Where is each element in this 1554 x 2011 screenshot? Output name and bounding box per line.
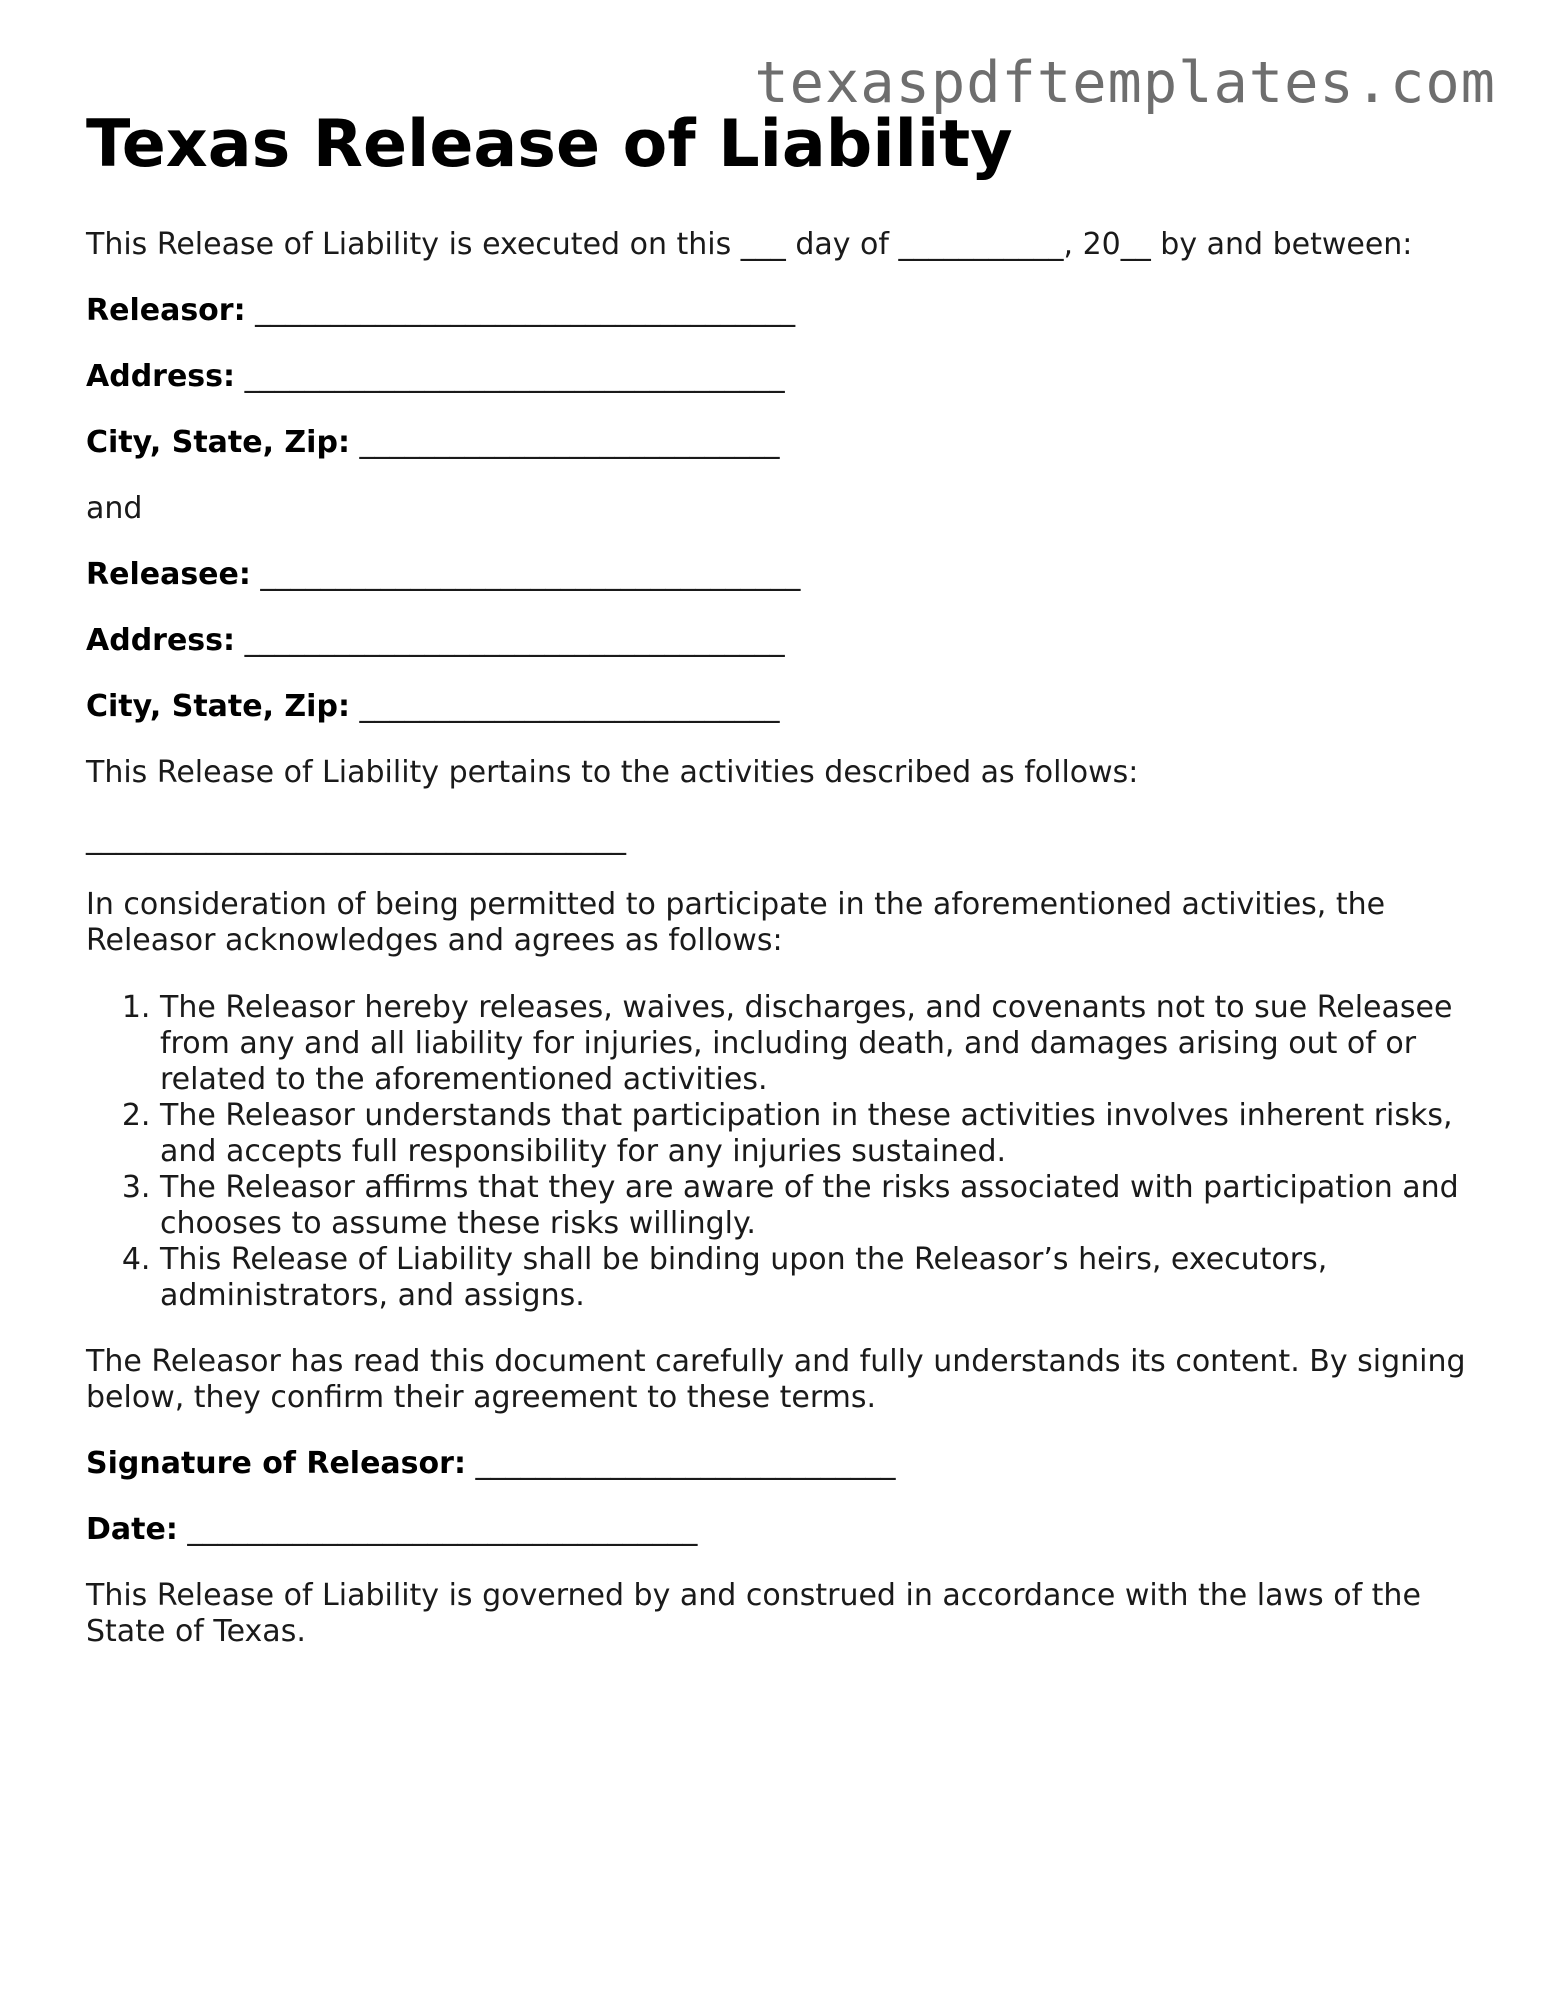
date-field [86,1512,1486,1548]
releasee-name-field [86,557,1486,593]
releasor-name-blank: ____________________________________ [255,293,796,328]
signature-blank: ____________________________ [475,1446,896,1481]
releasor-address-label: Address: [86,359,236,394]
date-blank: __________________________________ [187,1512,698,1547]
and-text: and [86,491,143,526]
document-title: Texas Release of Liability [86,107,1013,182]
term-item: 2. The Releasor understands that participation in these activities involves inherent risks, and accepts full responsibility for any injuries sustained. [160,1098,1486,1170]
date-label: Date: [86,1512,178,1547]
signature-field [86,1446,1486,1482]
activities-blank: ____________________________________ [86,821,626,856]
terms-list [86,990,1486,1314]
releasee-address-blank: ____________________________________ [244,623,785,658]
releasor-name-field [86,293,1486,329]
releasee-name-blank: ____________________________________ [260,557,801,592]
term-item: 1. The Releasor hereby releases, waives, discharges, and covenants not to sue Releasee from any and all liability for injuries, including death, and damages arising out of or related to the aforementioned activities. [160,990,1486,1098]
releasee-city-blank: ____________________________ [359,689,780,724]
acknowledgement-text: The Releasor has read this document carefully and fully understands its content. By signing below, they confirm their agreement to these terms. [86,1344,1466,1415]
releasor-address-field [86,359,1486,395]
consideration-text: In consideration of being permitted to participate in the aforementioned activities, the Releasor acknowledges and agrees as follows: [86,887,1386,958]
term-item: 3. The Releasor affirms that they are aware of the risks associated with participation and chooses to assume these risks willingly. [160,1170,1486,1242]
releasee-address-label: Address: [86,623,236,658]
site-watermark: texaspdftemplates.com [754,50,1496,116]
document-page [86,107,1486,1650]
releasor-name-label: Releasor: [86,293,246,328]
releasor-city-blank: ____________________________ [359,425,780,460]
releasee-name-label: Releasee: [86,557,251,592]
governing-law-text: This Release of Liability is governed by and construed in accordance with the laws of the State of Texas. [86,1578,1421,1649]
execution-date-line: This Release of Liability is executed on this ___ day of ___________, 20__ by and between: [86,227,1413,262]
term-item: 4. This Release of Liability shall be binding upon the Releasor’s heirs, executors, administrators, and assigns. [160,1242,1486,1314]
releasor-city-field [86,425,1486,461]
releasor-address-blank: ____________________________________ [244,359,785,394]
releasee-city-field [86,689,1486,725]
releasee-city-label: City, State, Zip: [86,689,350,724]
releasor-city-label: City, State, Zip: [86,425,350,460]
signature-label: Signature of Releasor: [86,1446,466,1481]
pertains-text: This Release of Liability pertains to the activities described as follows: [86,755,1139,790]
releasee-address-field [86,623,1486,659]
